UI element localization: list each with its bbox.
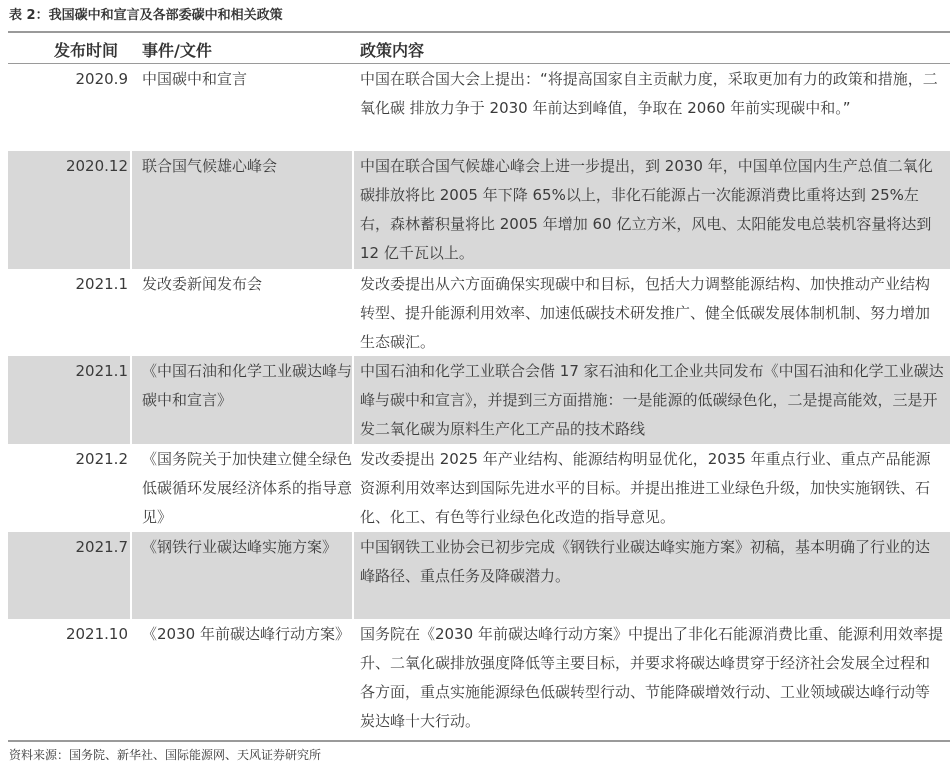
row-event: 《中国石油和化学工业碳达峰与碳中和宣言》 bbox=[132, 356, 352, 444]
row-event: 《钢铁行业碳达峰实施方案》 bbox=[132, 532, 352, 619]
row-date: 2021.1 bbox=[75, 275, 128, 293]
table-row bbox=[8, 444, 950, 532]
row-content: 中国在联合国大会上提出：“将提高国家自主贡献力度，采取更加有力的政策和措施，二氧化碳 排放力争于 2030 年前达到峰值，争取在 2060 年前实现碳中和。” bbox=[360, 70, 938, 117]
table-row bbox=[8, 619, 950, 740]
row-content: 发改委提出从六方面确保实现碳中和目标，包括大力调整能源结构、加快推动产业结构转型、提升能源利用效率、加速低碳技术研发推广、健全低碳发展体制机制、努力增加生态碳汇。 bbox=[360, 275, 931, 351]
row-content: 国务院在《2030 年前碳达峰行动方案》中提出了非化石能源消费比重、能源利用效率提升、二氧化碳排放强度降低等主要目标，并要求将碳达峰贯穿于经济社会发展全过程和各方面，重点实施能源绿色低碳转型行动、节能降碳增效行动、工业领域碳达峰行动等炭达峰十大行动。 bbox=[360, 625, 943, 730]
table-row bbox=[8, 356, 950, 444]
row-date: 2020.12 bbox=[8, 151, 130, 269]
row-content: 中国在联合国气候雄心峰会上进一步提出，到 2030 年，中国单位国内生产总值二氧化碳排放将比 2005 年下降 65%以上，非化石能源占一次能源消费比重将达到 25%左右，森林蓄积量将比 2005 年增加 60 亿立方米，风电、太阳能发电总装机容量将达到 12 亿千瓦以上。 bbox=[354, 151, 950, 269]
header-content: 政策内容 bbox=[360, 41, 425, 60]
table-row bbox=[8, 532, 950, 619]
table-row bbox=[8, 64, 950, 151]
header-event: 事件/文件 bbox=[142, 41, 212, 60]
table-title: 表 2：我国碳中和宣言及各部委碳中和相关政策 bbox=[9, 8, 283, 23]
header-date: 发布时间 bbox=[54, 41, 119, 60]
table-bottom-rule bbox=[8, 740, 950, 742]
row-date: 2021.1 bbox=[8, 356, 130, 444]
row-date: 2020.9 bbox=[75, 70, 128, 88]
table-row bbox=[8, 151, 950, 269]
row-content: 发改委提出 2025 年产业结构、能源结构明显优化，2035 年重点行业、重点产品能源资源利用效率达到国际先进水平的目标。并提出推进工业绿色升级，加快实施钢铁、石化、化工、有色等行业绿色化改造的指导意见。 bbox=[360, 450, 931, 526]
row-event: 《国务院关于加快建立健全绿色低碳循环发展经济体系的指导意见》 bbox=[142, 450, 353, 526]
row-date: 2021.2 bbox=[75, 450, 128, 468]
row-content: 中国钢铁工业协会已初步完成《钢铁行业碳达峰实施方案》初稿，基本明确了行业的达峰路径、重点任务及降碳潜力。 bbox=[354, 532, 950, 619]
table-row bbox=[8, 269, 950, 356]
row-event: 《2030 年前碳达峰行动方案》 bbox=[142, 625, 350, 643]
row-content: 中国石油和化学工业联合会偕 17 家石油和化工企业共同发布《中国石油和化学工业碳达峰与碳中和宣言》，并提到三方面措施：一是能源的低碳绿色化，二是提高能效，三是开发二氧化碳为原料生产化工产品的技术路线 bbox=[354, 356, 950, 444]
row-event: 中国碳中和宣言 bbox=[142, 70, 248, 88]
source-note: 资料来源：国务院、新华社、国际能源网、天风证券研究所 bbox=[9, 748, 322, 762]
row-date: 2021.7 bbox=[8, 532, 130, 619]
row-event: 发改委新闻发布会 bbox=[142, 275, 263, 293]
row-event: 联合国气候雄心峰会 bbox=[132, 151, 352, 269]
row-date: 2021.10 bbox=[65, 625, 128, 643]
table-header bbox=[8, 33, 950, 63]
